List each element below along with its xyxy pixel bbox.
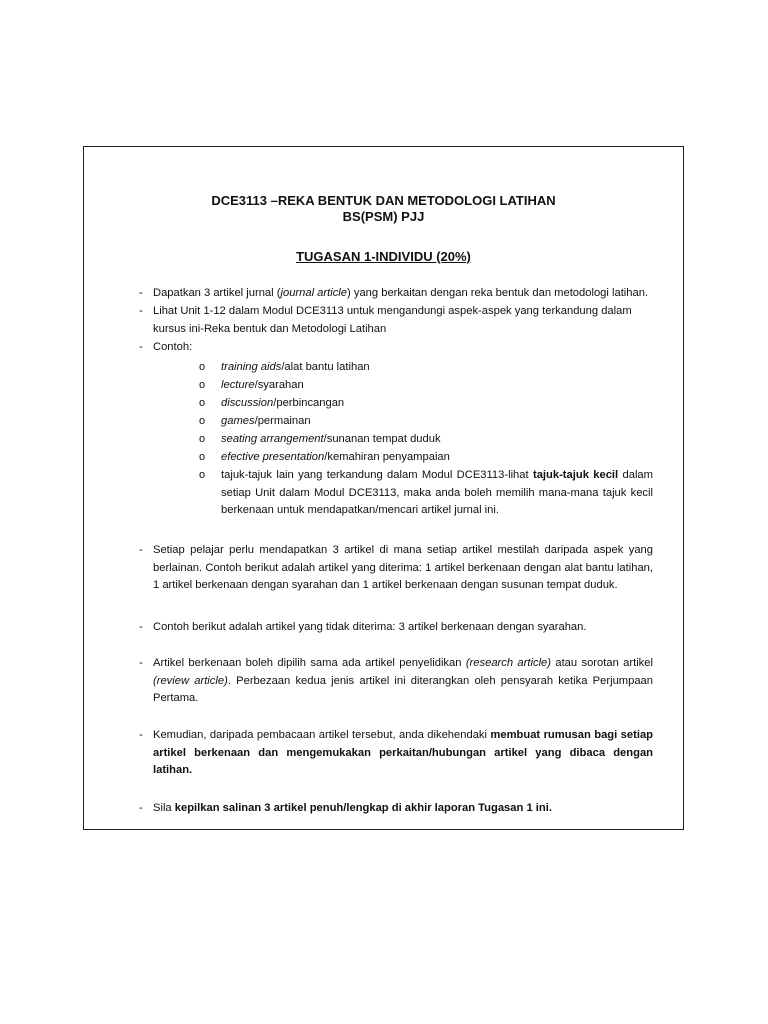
bullet-item-8: - Sila kepilkan salinan 3 artikel penuh/lengkap di akhir laporan Tugasan 1 ini. <box>153 800 653 818</box>
course-title: DCE3113 –REKA BENTUK DAN METODOLOGI LATIHAN <box>211 193 556 208</box>
course-subtitle: BS(PSM) PJJ <box>342 209 425 224</box>
bullet-item-2: - Lihat Unit 1-12 dalam Modul DCE3113 untuk mengandungi aspek-aspek yang terkandung dalam kursus ini-Reka bentuk dan Metodologi Latihan <box>139 305 632 335</box>
circle-bullet-icon: o <box>199 397 206 409</box>
bullet-item-7: - Kemudian, daripada pembacaan artikel tersebut, anda dikehendaki membuat rumusan bagi setiap artikel berkenaan dan mengemukakan perkaitan/hubungan artikel yang dibaca dengan latihan. <box>139 729 653 776</box>
circle-bullet-icon: o <box>199 361 206 373</box>
sub-item-6: o efective presentation/kemahiran penyampaian <box>221 449 653 467</box>
circle-bullet-icon: o <box>199 451 206 463</box>
circle-bullet-icon: o <box>199 379 206 391</box>
sub-item-7: o tajuk-tajuk lain yang terkandung dalam Modul DCE3113-lihat tajuk-tajuk kecil dalam setiap Unit dalam Modul DCE3113, maka anda boleh memilih mana-mana tajuk kecil berkenaan untuk mendapatkan/mencari artikel jurnal ini. <box>199 469 653 516</box>
bullet-marker: - <box>139 544 143 556</box>
circle-bullet-icon: o <box>199 433 206 445</box>
circle-bullet-icon: o <box>199 469 206 481</box>
bullet-marker: - <box>139 621 143 633</box>
sub-item-3: o discussion/perbincangan <box>221 395 653 413</box>
circle-bullet-icon: o <box>199 415 206 427</box>
bullet-marker: - <box>139 657 143 669</box>
sub-item-4: o games/permainan <box>221 413 653 431</box>
bullet-item-6: - Artikel berkenaan boleh dipilih sama ada artikel penyelidikan (research article) atau sorotan artikel (review article). Perbezaan kedua jenis artikel ini diterangkan oleh pensyarah ketika Perjumpaan Pertama. <box>139 657 653 704</box>
sub-item-1: o training aids/alat bantu latihan <box>221 359 653 377</box>
sub-item-2: o lecture/syarahan <box>221 377 653 395</box>
bullet-item-4: - Setiap pelajar perlu mendapatkan 3 artikel di mana setiap artikel mestilah daripada aspek yang berlainan. Contoh berikut adalah artikel yang diterima: 1 artikel berkenaan dengan alat bantu latihan, 1 artikel berkenaan dengan syarahan dan 1 artikel berkenaan dengan susunan tempat duduk. <box>139 544 653 591</box>
task-title: TUGASAN 1-INDIVIDU (20%) <box>296 249 471 264</box>
bullet-marker: - <box>139 802 143 814</box>
bullet-item-3: - Contoh: <box>153 339 653 357</box>
bullet-item-5: - Contoh berikut adalah artikel yang tidak diterima: 3 artikel berkenaan dengan syarahan. <box>153 619 653 637</box>
bullet-item-1: - Dapatkan 3 artikel jurnal (journal article) yang berkaitan dengan reka bentuk dan metodologi latihan. <box>153 285 653 303</box>
bullet-marker: - <box>139 287 143 299</box>
bullet-marker: - <box>139 341 143 353</box>
bullet-marker: - <box>139 729 143 741</box>
bullet-marker: - <box>139 305 143 317</box>
assignment-sheet <box>83 146 684 830</box>
sub-item-5: o seating arrangement/sunanan tempat duduk <box>221 431 653 449</box>
